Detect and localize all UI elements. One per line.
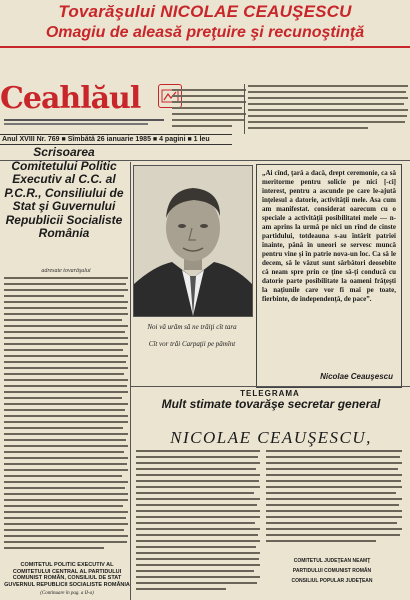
- signatory-3: CONSILIUL POPULAR JUDEŢEAN: [291, 578, 373, 584]
- banner-subtitle: Omagiu de aleasă preţuire şi recunoştinţă: [45, 24, 365, 41]
- signatory-2: PARTIDULUI COMUNIST ROMÂN: [292, 568, 372, 574]
- issue-line: Anul XVIII Nr. 769 ■ Sîmbătă 26 ianuarie 1985 ■ 4 pagini ■ 1 leu: [0, 134, 232, 145]
- left-article-body: [4, 268, 128, 558]
- photo-caption-line1: Noi vă urăm să ne trăiţi cît tara: [147, 323, 237, 331]
- banner-rule: [0, 46, 410, 48]
- telegram-body-right: [266, 450, 402, 552]
- column-divider: [130, 162, 131, 600]
- intro-paragraph-left: [172, 88, 246, 134]
- masthead-tagline: [4, 118, 164, 127]
- left-article-closing: COMITETUL POLITIC EXECUTIV AL COMITETULUI CENTRAL AL PARTIDULUI COMUNIST ROMÂN, CONSILIUL DE STAT GUVERNUL REPUBLICII SOCIALISTE ROMÂNIA: [4, 562, 130, 588]
- quote-text: „Ai cînd, ţară a dacă, drept ceremonie, ca să meritorme pentru solicie pe nici [-ci] interest, pentru a ascunde pe care le-ajută înţelesul a datorie, activităţii mele. Asa cum am manifestat. considerat oarecum cu o speciale a activităţii posibilitatei mele — n-am aprins la urmă pe nici un rînd de cinste partidului, totdeauna s-au întărit patriei înainte, până în uneori se servesc muncă pentru vine și în patrie nova-un loc. Ca să le decem, să le văzut sunt sărbători deosebite că neam spre prin ce ţine să-ţi conducă cu datorie parte posibilitate la oameni frăţeşti la națiunile care vor fi mai pe toate, fierbinte, de independenţă, de pace”.: [262, 169, 396, 303]
- telegram-body-left: [136, 450, 260, 596]
- masthead-name: Ceahlăul: [0, 81, 141, 116]
- telegram-headline: Mult stimate tovarăşe secretar general: [161, 397, 381, 411]
- portrait-photo: [133, 165, 253, 317]
- telegram-label: TELEGRAMA: [240, 389, 300, 398]
- photo-caption-line2: Cît vor trăi Carpaţii pe pămînt: [148, 340, 236, 348]
- telegram-rule: [130, 386, 410, 387]
- intro-paragraph-right: [248, 84, 410, 134]
- quote-signature: Nicolae Ceauşescu: [320, 372, 393, 381]
- signatory-1: COMITETUL JUDEŢEAN NEAMŢ: [293, 558, 371, 564]
- quote-box: [256, 164, 402, 388]
- left-article-headline: Scrisoarea Comitetului Politic Executiv al C.C. al P.C.R., Consiliului de Stat şi Guvernului Republicii Socialiste România: [4, 145, 124, 240]
- continued-note: (Continuare în pag. a II-a): [40, 591, 94, 596]
- intro-divider: [244, 84, 245, 134]
- telegram-signatories: [262, 556, 402, 586]
- left-article-subhead: adresate tovarăşului: [41, 268, 91, 274]
- telegram-name: NICOLAE CEAUŞESCU,: [170, 428, 372, 447]
- banner-title: Tovarăşului NICOLAE CEAUŞESCU: [58, 2, 352, 21]
